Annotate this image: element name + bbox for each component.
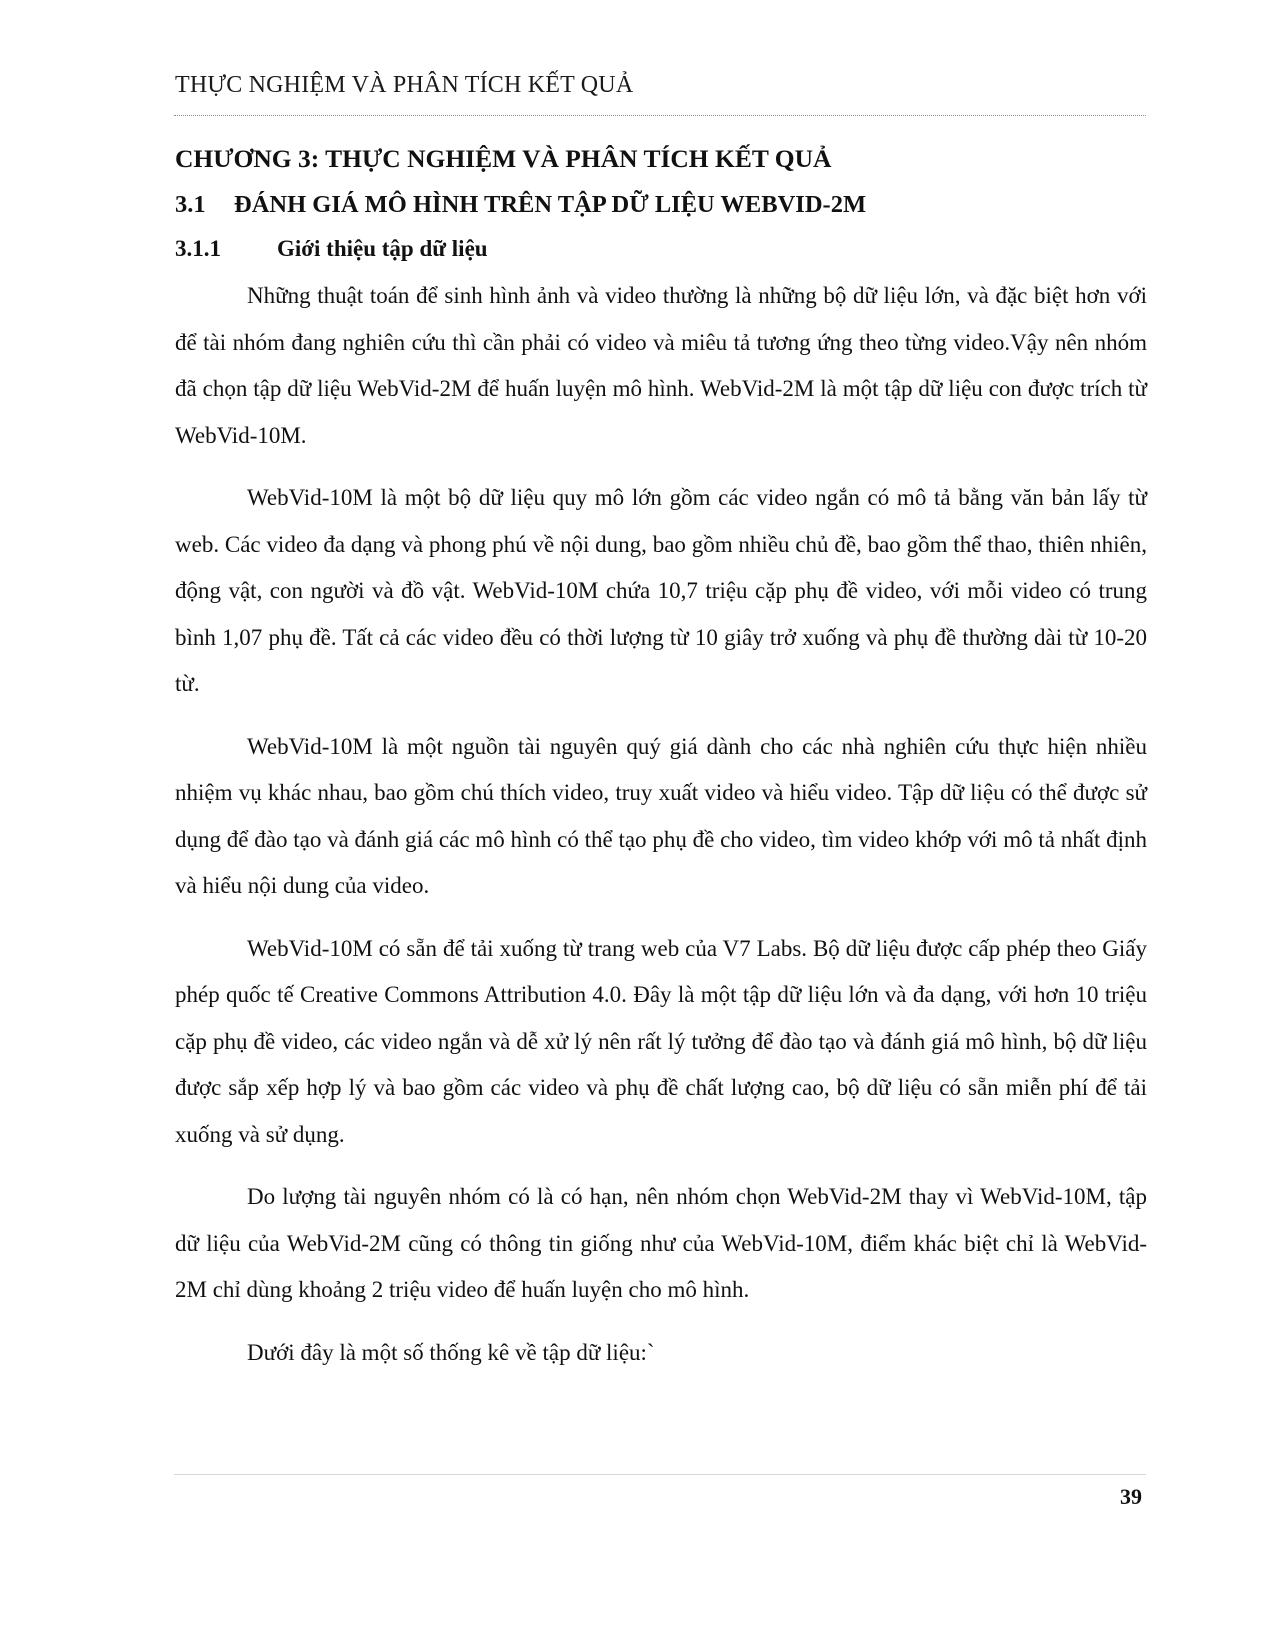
- subsection-title: Giới thiệu tập dữ liệu: [277, 236, 488, 261]
- running-header: THỰC NGHIỆM VÀ PHÂN TÍCH KẾT QUẢ: [175, 72, 634, 98]
- chapter-title: CHƯƠNG 3: THỰC NGHIỆM VÀ PHÂN TÍCH KẾT QUẢ: [175, 144, 832, 173]
- section-heading: [175, 188, 1147, 222]
- header-divider: [174, 115, 1146, 116]
- subsection-heading: [175, 233, 1147, 265]
- subsection-number: 3.1.1: [175, 236, 221, 261]
- body-paragraph: Do lượng tài nguyên nhóm có là có hạn, nên nhóm chọn WebVid-2M thay vì WebVid-10M, tập dữ liệu của WebVid-2M cũng có thông tin giống như của WebVid-10M, điểm khác biệt chỉ là WebVid-2M chỉ dùng khoảng 2 triệu video để huấn luyện cho mô hình.: [175, 1184, 1147, 1302]
- body-paragraph: Những thuật toán để sinh hình ảnh và video thường là những bộ dữ liệu lớn, và đặc biệt hơn với để tài nhóm đang nghiên cứu thì cần phải có video và miêu tả tương ứng theo từng video.Vậy nên nhóm đã chọn tập dữ liệu WebVid-2M để huấn luyện mô hình. WebVid-2M là một tập dữ liệu con được trích từ WebVid-10M.: [175, 283, 1147, 448]
- section-number: 3.1: [175, 191, 206, 218]
- body-paragraph: WebVid-10M có sẵn để tải xuống từ trang web của V7 Labs. Bộ dữ liệu được cấp phép theo Giấy phép quốc tế Creative Commons Attribution 4.0. Đây là một tập dữ liệu lớn và đa dạng, với hơn 10 triệu cặp phụ đề video, các video ngắn và dễ xử lý nên rất lý tưởng để đào tạo và đánh giá mô hình, bộ dữ liệu được sắp xếp hợp lý và bao gồm các video và phụ đề chất lượng cao, bộ dữ liệu có sẵn miễn phí để tải xuống và sử dụng.: [175, 935, 1147, 1147]
- page-number: 39: [1120, 1484, 1142, 1509]
- body-paragraph: WebVid-10M là một nguồn tài nguyên quý giá dành cho các nhà nghiên cứu thực hiện nhiều nhiệm vụ khác nhau, bao gồm chú thích video, truy xuất video và hiểu video. Tập dữ liệu có thể được sử dụng để đào tạo và đánh giá các mô hình có thể tạo phụ đề cho video, tìm video khớp với mô tả nhất định và hiểu nội dung của video.: [175, 733, 1147, 898]
- body-paragraph: WebVid-10M là một bộ dữ liệu quy mô lớn gồm các video ngắn có mô tả bằng văn bản lấy từ web. Các video đa dạng và phong phú về nội dung, bao gồm nhiều chủ đề, bao gồm thể thao, thiên nhiên, động vật, con người và đồ vật. WebVid-10M chứa 10,7 triệu cặp phụ đề video, với mỗi video có trung bình 1,07 phụ đề. Tất cả các video đều có thời lượng từ 10 giây trở xuống và phụ đề thường dài từ 10-20 từ.: [175, 485, 1147, 696]
- page-content: [175, 142, 1147, 1376]
- section-title: ĐÁNH GIÁ MÔ HÌNH TRÊN TẬP DỮ LIỆU WEBVID-2M: [234, 191, 867, 218]
- footer-divider: [174, 1474, 1146, 1475]
- body-paragraph: Dưới đây là một số thống kê về tập dữ liệu:`: [247, 1339, 655, 1365]
